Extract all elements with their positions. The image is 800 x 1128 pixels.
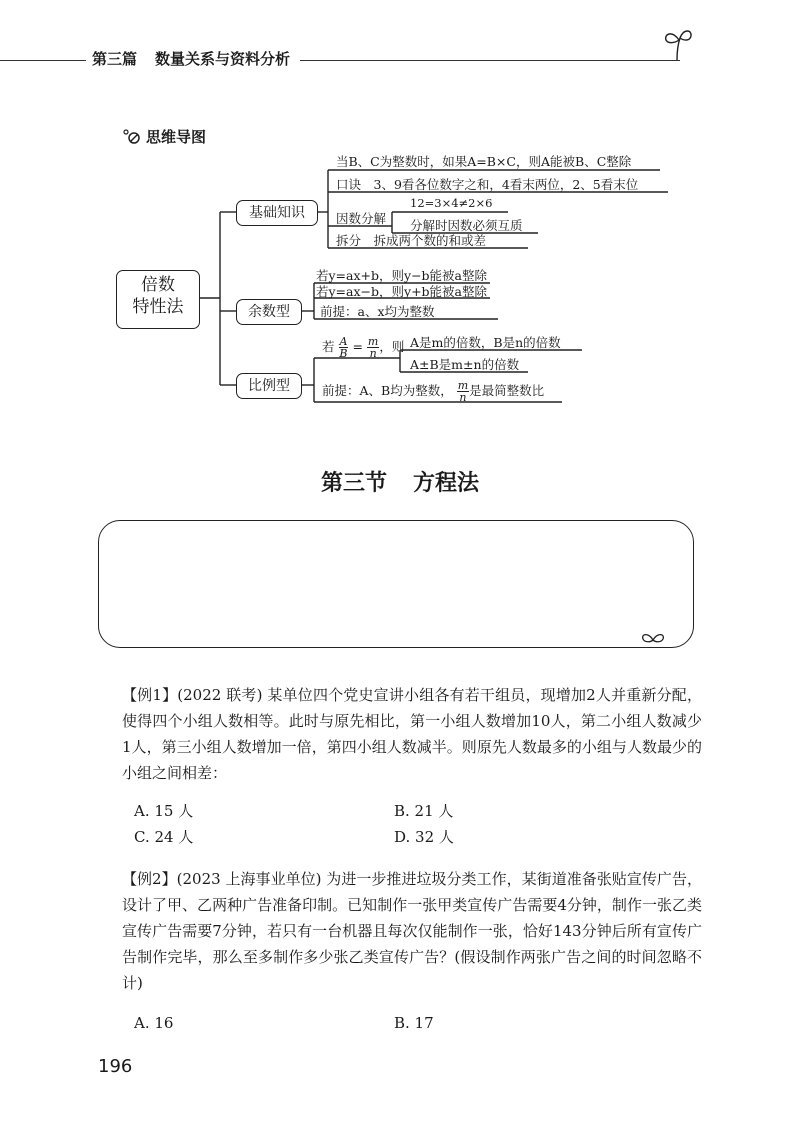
ratio-fraction-mn: $\frac{m}{n}$ [367,335,379,360]
factorization-example: 12=3×4≠2×6 [410,196,493,210]
basics-integer-rule: 当B、C为整数时，如果A=B×C，则A能被B、C整除 [336,154,632,169]
example-1-option-a: A. 15 人 [134,802,194,820]
branch-ratio: 比例型 [236,373,302,399]
example-1-option-d: D. 32 人 [394,828,454,846]
ratio-multiple: A是m的倍数，B是n的倍数 [410,335,561,350]
ratio-fraction-mn-2: $\frac{m}{n}$ [457,379,469,404]
example-2-option-a: A. 16 [134,1014,174,1032]
remainder-minus: 若y=ax−b，则y+b能被a整除 [316,284,488,299]
ratio-fraction-ab: $\frac{A}{B}$ [339,335,348,360]
example-2-option-b: B. 17 [394,1014,434,1032]
header-part: 第三篇 [92,50,138,68]
example-1-option-c: C. 24 人 [134,828,194,846]
ratio-condition: 若 $\frac{A}{B}$ = $\frac{m}{n}$ ，则 [322,335,405,360]
section-number: 第三节 [320,470,387,496]
branch-remainder: 余数型 [236,299,302,325]
section-title [0,466,800,497]
example-1-question: 【例1】(2022 联考) 某单位四个党史宣讲小组各有若干组员，现增加2人并重新分配，使得四个小组人数相等。此时与原先相比，第一小组人数增加10人，第二小组人数减少1人，第三小组人数增加一倍，第四小组人数减半。则原先人数最多的小组与人数最少的小组之间相差： [122,686,702,782]
remainder-premise: 前提：a、x均为整数 [320,304,435,319]
header-title: 数量关系与资料分析 [155,50,291,68]
branch-basics: 基础知识 [236,200,318,226]
basics-factorization: 因数分解 [336,211,387,226]
mindmap-connectors [0,0,800,440]
remainder-plus: 若y=ax+b，则y−b能被a整除 [316,268,488,283]
basics-split: 拆分 拆成两个数的和或差 [336,233,487,248]
leaf-ornament-icon [640,630,666,646]
example-2-question: 【例2】(2023 上海事业单位) 为进一步推进垃圾分类工作，某街道准备张贴宣传广告，设计了甲、乙两种广告准备印制。已知制作一张甲类宣传广告需要4分钟，制作一张乙类宣传广告需要7分钟，若只有一台机器且每次仅能制作一张，恰好143分钟后所有宣传广告制作完毕，那么至多制作多少张乙类宣传广告？(假设制作两张广告之间的时间忽略不计) [122,870,702,992]
mindmap-title: 思维导图 [146,128,207,146]
section-name: 方程法 [413,470,480,496]
basics-mnemonic: 口诀 3、9看各位数字之和，4看末两位，2、5看末位 [336,177,639,192]
ratio-premise: 前提：A、B均为整数， $\frac{m}{n}$ 是最简整数比 [322,379,545,404]
factorization-coprime: 分解时因数必须互质 [410,218,523,233]
ratio-sum-multiple: A±B是m±n的倍数 [410,357,520,372]
mindmap-root: 倍数 特性法 [116,270,200,329]
page-number: 196 [98,1056,133,1077]
example-1-option-b: B. 21 人 [394,802,454,820]
notes-box [98,520,694,648]
